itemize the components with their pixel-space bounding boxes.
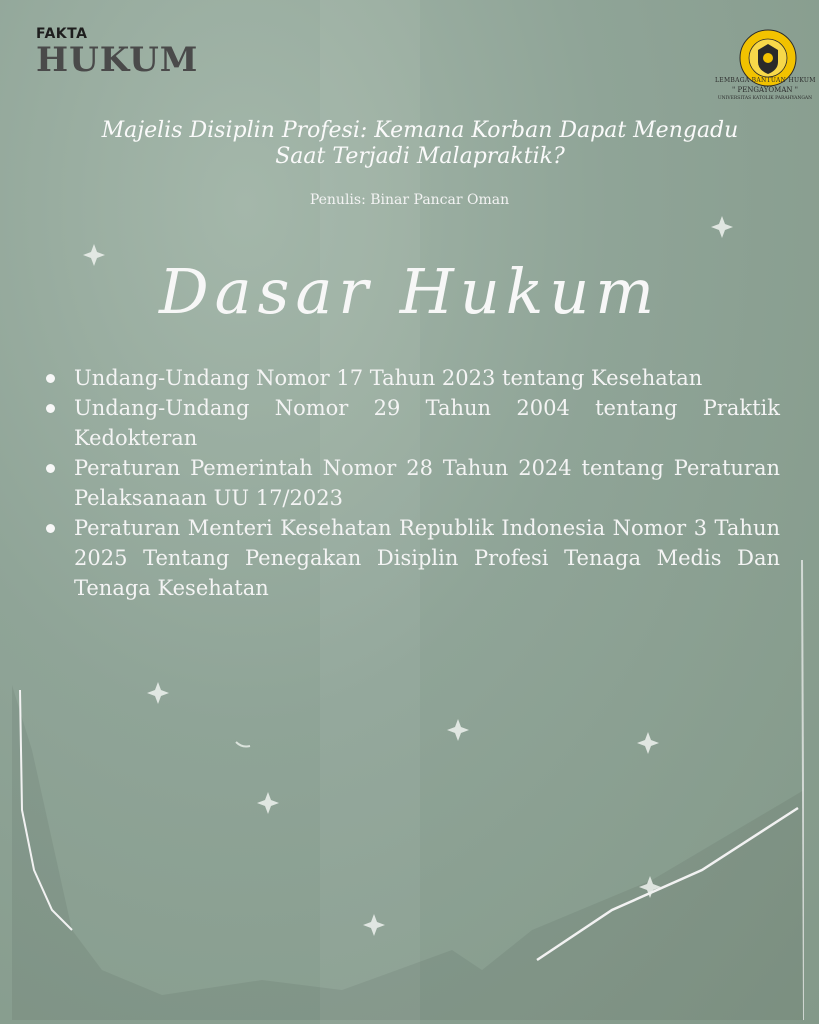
bullet-icon (46, 524, 55, 533)
bullet-icon (46, 374, 55, 383)
article-author: Penulis: Binar Pancar Oman (309, 192, 510, 208)
article-title-line1: Majelis Disiplin Profesi: Kemana Korban Dapat Mengadu (101, 118, 739, 143)
list-item (38, 453, 780, 513)
sparkle-icon (711, 216, 733, 238)
sparkle-icon (639, 876, 661, 898)
section-heading: Dasar Hukum (158, 255, 661, 328)
article-title (30, 118, 810, 170)
bullet-icon (46, 464, 55, 473)
brand-hukum: HUKUM (36, 40, 199, 80)
list-item-text: Peraturan Pemerintah Nomor 28 Tahun 2024 tentang Peraturan Pelaksanaan UU 17/2023 (74, 456, 780, 510)
list-item (38, 363, 780, 393)
logo-caption-line1: LEMBAGA BANTUAN HUKUM (715, 77, 816, 84)
sparkle-icon (447, 719, 469, 741)
article-title-line2: Saat Terjadi Malapraktik? (275, 144, 565, 169)
legal-basis-list (38, 363, 780, 603)
sparkle-icon (637, 732, 659, 754)
bullet-icon (46, 404, 55, 413)
list-item (38, 513, 780, 603)
sparkle-icon (257, 792, 279, 814)
sparkle-icon (147, 682, 169, 704)
list-item-text: Undang-Undang Nomor 17 Tahun 2023 tentang Kesehatan (74, 366, 703, 390)
sparkle-icon (363, 914, 385, 936)
list-item-text: Peraturan Menteri Kesehatan Republik Indonesia Nomor 3 Tahun 2025 Tentang Penegakan Disiplin Profesi Tenaga Medis Dan Tenaga Kesehatan (74, 516, 780, 600)
list-item (38, 393, 780, 453)
brand-fakta: FAKTA (36, 26, 88, 42)
list-item-text: Undang-Undang Nomor 29 Tahun 2004 tentang Praktik Kedokteran (74, 396, 780, 450)
logo-caption-line2: " PENGAYOMAN " (732, 86, 798, 94)
logo-caption-line3: UNIVERSITAS KATOLIK PARAHYANGAN (717, 96, 813, 101)
